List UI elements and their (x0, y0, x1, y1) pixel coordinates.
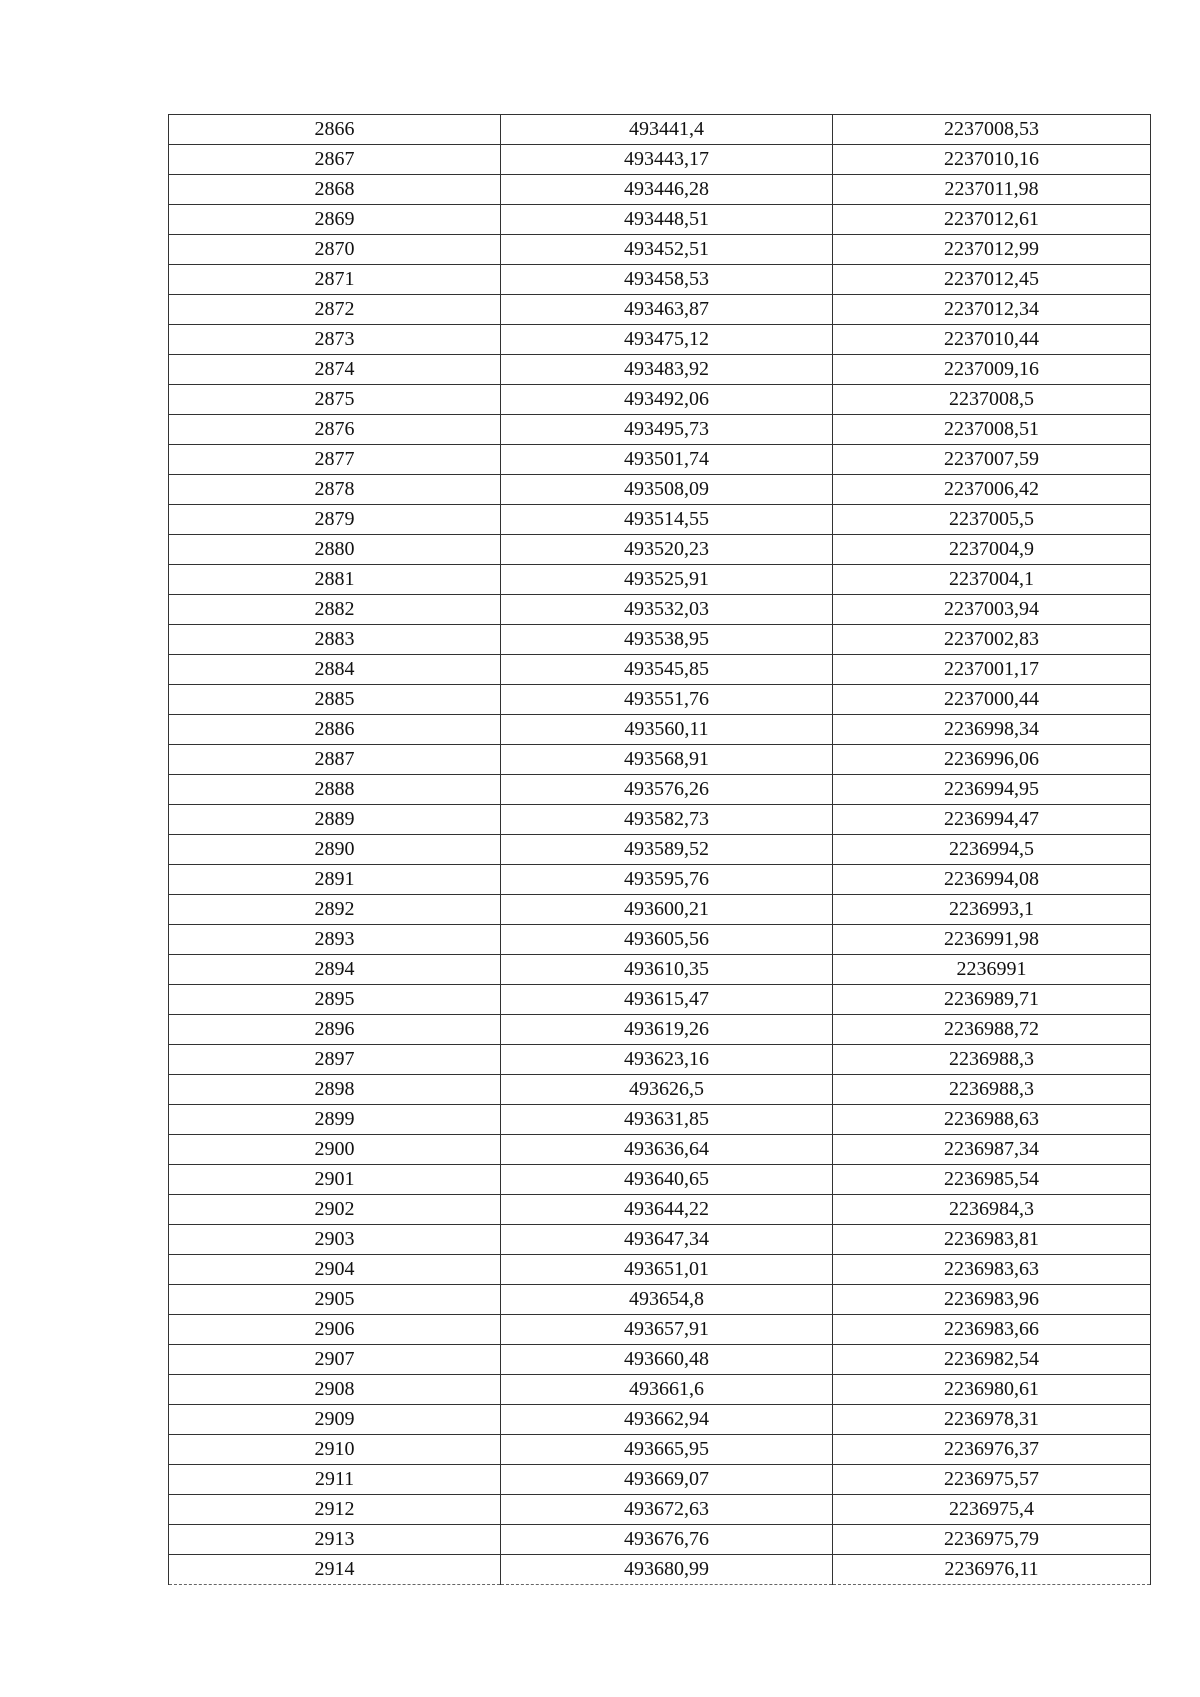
point-number-cell: 2906 (169, 1315, 501, 1345)
y-coordinate-cell: 2236985,54 (833, 1165, 1151, 1195)
x-coordinate-cell: 493660,48 (501, 1345, 833, 1375)
point-number-cell: 2910 (169, 1435, 501, 1465)
table-row (169, 265, 1151, 295)
x-coordinate-cell: 493640,65 (501, 1165, 833, 1195)
x-coordinate-cell: 493448,51 (501, 205, 833, 235)
x-coordinate-cell: 493662,94 (501, 1405, 833, 1435)
point-number-cell: 2876 (169, 415, 501, 445)
x-coordinate-cell: 493463,87 (501, 295, 833, 325)
y-coordinate-cell: 2236996,06 (833, 745, 1151, 775)
table-row (169, 865, 1151, 895)
y-coordinate-cell: 2236994,08 (833, 865, 1151, 895)
x-coordinate-cell: 493551,76 (501, 685, 833, 715)
table-row (169, 1345, 1151, 1375)
table-row (169, 145, 1151, 175)
x-coordinate-cell: 493661,6 (501, 1375, 833, 1405)
x-coordinate-cell: 493568,91 (501, 745, 833, 775)
x-coordinate-cell: 493443,17 (501, 145, 833, 175)
x-coordinate-cell: 493680,99 (501, 1555, 833, 1585)
table-row (169, 985, 1151, 1015)
point-number-cell: 2896 (169, 1015, 501, 1045)
y-coordinate-cell: 2237008,5 (833, 385, 1151, 415)
y-coordinate-cell: 2236994,95 (833, 775, 1151, 805)
x-coordinate-cell: 493626,5 (501, 1075, 833, 1105)
table-row (169, 1285, 1151, 1315)
x-coordinate-cell: 493631,85 (501, 1105, 833, 1135)
coordinates-table (168, 114, 1151, 1585)
point-number-cell: 2905 (169, 1285, 501, 1315)
y-coordinate-cell: 2237003,94 (833, 595, 1151, 625)
x-coordinate-cell: 493508,09 (501, 475, 833, 505)
point-number-cell: 2882 (169, 595, 501, 625)
point-number-cell: 2878 (169, 475, 501, 505)
table-row (169, 685, 1151, 715)
x-coordinate-cell: 493483,92 (501, 355, 833, 385)
y-coordinate-cell: 2237005,5 (833, 505, 1151, 535)
table-row (169, 655, 1151, 685)
point-number-cell: 2887 (169, 745, 501, 775)
point-number-cell: 2870 (169, 235, 501, 265)
y-coordinate-cell: 2237006,42 (833, 475, 1151, 505)
table-row (169, 175, 1151, 205)
y-coordinate-cell: 2236988,3 (833, 1045, 1151, 1075)
y-coordinate-cell: 2236983,63 (833, 1255, 1151, 1285)
x-coordinate-cell: 493600,21 (501, 895, 833, 925)
table-row (169, 1045, 1151, 1075)
x-coordinate-cell: 493582,73 (501, 805, 833, 835)
table-row (169, 505, 1151, 535)
x-coordinate-cell: 493576,26 (501, 775, 833, 805)
x-coordinate-cell: 493560,11 (501, 715, 833, 745)
y-coordinate-cell: 2236987,34 (833, 1135, 1151, 1165)
point-number-cell: 2913 (169, 1525, 501, 1555)
x-coordinate-cell: 493501,74 (501, 445, 833, 475)
point-number-cell: 2890 (169, 835, 501, 865)
y-coordinate-cell: 2236993,1 (833, 895, 1151, 925)
y-coordinate-cell: 2237012,99 (833, 235, 1151, 265)
table-row (169, 385, 1151, 415)
point-number-cell: 2901 (169, 1165, 501, 1195)
point-number-cell: 2904 (169, 1255, 501, 1285)
y-coordinate-cell: 2237012,61 (833, 205, 1151, 235)
x-coordinate-cell: 493644,22 (501, 1195, 833, 1225)
y-coordinate-cell: 2236991 (833, 955, 1151, 985)
y-coordinate-cell: 2236984,3 (833, 1195, 1151, 1225)
point-number-cell: 2866 (169, 115, 501, 145)
point-number-cell: 2892 (169, 895, 501, 925)
x-coordinate-cell: 493525,91 (501, 565, 833, 595)
x-coordinate-cell: 493619,26 (501, 1015, 833, 1045)
point-number-cell: 2881 (169, 565, 501, 595)
table-row (169, 1225, 1151, 1255)
point-number-cell: 2897 (169, 1045, 501, 1075)
table-row (169, 1495, 1151, 1525)
y-coordinate-cell: 2237000,44 (833, 685, 1151, 715)
table-row (169, 565, 1151, 595)
table-row (169, 205, 1151, 235)
x-coordinate-cell: 493514,55 (501, 505, 833, 535)
x-coordinate-cell: 493475,12 (501, 325, 833, 355)
x-coordinate-cell: 493623,16 (501, 1045, 833, 1075)
point-number-cell: 2873 (169, 325, 501, 355)
y-coordinate-cell: 2236976,37 (833, 1435, 1151, 1465)
table-row (169, 1435, 1151, 1465)
table-row (169, 1255, 1151, 1285)
table-row (169, 355, 1151, 385)
y-coordinate-cell: 2236983,66 (833, 1315, 1151, 1345)
table-row (169, 955, 1151, 985)
table-row (169, 1465, 1151, 1495)
coordinates-table-body (169, 115, 1151, 1585)
x-coordinate-cell: 493672,63 (501, 1495, 833, 1525)
y-coordinate-cell: 2237008,51 (833, 415, 1151, 445)
table-row (169, 1135, 1151, 1165)
point-number-cell: 2889 (169, 805, 501, 835)
y-coordinate-cell: 2236991,98 (833, 925, 1151, 955)
x-coordinate-cell: 493532,03 (501, 595, 833, 625)
y-coordinate-cell: 2236975,57 (833, 1465, 1151, 1495)
x-coordinate-cell: 493669,07 (501, 1465, 833, 1495)
point-number-cell: 2911 (169, 1465, 501, 1495)
table-row (169, 625, 1151, 655)
point-number-cell: 2900 (169, 1135, 501, 1165)
point-number-cell: 2872 (169, 295, 501, 325)
point-number-cell: 2868 (169, 175, 501, 205)
table-row (169, 1075, 1151, 1105)
x-coordinate-cell: 493654,8 (501, 1285, 833, 1315)
table-row (169, 775, 1151, 805)
x-coordinate-cell: 493538,95 (501, 625, 833, 655)
table-row (169, 1375, 1151, 1405)
table-row (169, 1555, 1151, 1585)
x-coordinate-cell: 493605,56 (501, 925, 833, 955)
point-number-cell: 2894 (169, 955, 501, 985)
y-coordinate-cell: 2236983,96 (833, 1285, 1151, 1315)
y-coordinate-cell: 2237004,9 (833, 535, 1151, 565)
table-row (169, 1195, 1151, 1225)
y-coordinate-cell: 2237002,83 (833, 625, 1151, 655)
y-coordinate-cell: 2237007,59 (833, 445, 1151, 475)
table-row (169, 1165, 1151, 1195)
point-number-cell: 2908 (169, 1375, 501, 1405)
point-number-cell: 2893 (169, 925, 501, 955)
x-coordinate-cell: 493647,34 (501, 1225, 833, 1255)
x-coordinate-cell: 493520,23 (501, 535, 833, 565)
y-coordinate-cell: 2237012,34 (833, 295, 1151, 325)
x-coordinate-cell: 493615,47 (501, 985, 833, 1015)
table-row (169, 1315, 1151, 1345)
point-number-cell: 2891 (169, 865, 501, 895)
x-coordinate-cell: 493657,91 (501, 1315, 833, 1345)
point-number-cell: 2902 (169, 1195, 501, 1225)
point-number-cell: 2884 (169, 655, 501, 685)
point-number-cell: 2883 (169, 625, 501, 655)
y-coordinate-cell: 2236988,3 (833, 1075, 1151, 1105)
y-coordinate-cell: 2236982,54 (833, 1345, 1151, 1375)
point-number-cell: 2880 (169, 535, 501, 565)
x-coordinate-cell: 493545,85 (501, 655, 833, 685)
x-coordinate-cell: 493452,51 (501, 235, 833, 265)
point-number-cell: 2895 (169, 985, 501, 1015)
point-number-cell: 2867 (169, 145, 501, 175)
table-row (169, 1405, 1151, 1435)
y-coordinate-cell: 2236988,63 (833, 1105, 1151, 1135)
x-coordinate-cell: 493610,35 (501, 955, 833, 985)
point-number-cell: 2886 (169, 715, 501, 745)
y-coordinate-cell: 2236975,4 (833, 1495, 1151, 1525)
table-row (169, 415, 1151, 445)
x-coordinate-cell: 493441,4 (501, 115, 833, 145)
x-coordinate-cell: 493636,64 (501, 1135, 833, 1165)
point-number-cell: 2874 (169, 355, 501, 385)
table-row (169, 745, 1151, 775)
table-row (169, 805, 1151, 835)
table-row (169, 835, 1151, 865)
y-coordinate-cell: 2236975,79 (833, 1525, 1151, 1555)
y-coordinate-cell: 2237012,45 (833, 265, 1151, 295)
table-row (169, 535, 1151, 565)
y-coordinate-cell: 2236976,11 (833, 1555, 1151, 1585)
table-row (169, 295, 1151, 325)
y-coordinate-cell: 2237004,1 (833, 565, 1151, 595)
table-row (169, 595, 1151, 625)
table-row (169, 325, 1151, 355)
table-row (169, 235, 1151, 265)
y-coordinate-cell: 2236978,31 (833, 1405, 1151, 1435)
y-coordinate-cell: 2237011,98 (833, 175, 1151, 205)
x-coordinate-cell: 493676,76 (501, 1525, 833, 1555)
x-coordinate-cell: 493651,01 (501, 1255, 833, 1285)
table-row (169, 1015, 1151, 1045)
point-number-cell: 2871 (169, 265, 501, 295)
y-coordinate-cell: 2236983,81 (833, 1225, 1151, 1255)
point-number-cell: 2888 (169, 775, 501, 805)
point-number-cell: 2877 (169, 445, 501, 475)
point-number-cell: 2909 (169, 1405, 501, 1435)
y-coordinate-cell: 2236989,71 (833, 985, 1151, 1015)
point-number-cell: 2903 (169, 1225, 501, 1255)
point-number-cell: 2899 (169, 1105, 501, 1135)
point-number-cell: 2879 (169, 505, 501, 535)
point-number-cell: 2875 (169, 385, 501, 415)
table-row (169, 925, 1151, 955)
y-coordinate-cell: 2237010,44 (833, 325, 1151, 355)
point-number-cell: 2869 (169, 205, 501, 235)
point-number-cell: 2907 (169, 1345, 501, 1375)
x-coordinate-cell: 493589,52 (501, 835, 833, 865)
point-number-cell: 2912 (169, 1495, 501, 1525)
table-row (169, 115, 1151, 145)
point-number-cell: 2914 (169, 1555, 501, 1585)
table-row (169, 895, 1151, 925)
x-coordinate-cell: 493446,28 (501, 175, 833, 205)
y-coordinate-cell: 2236998,34 (833, 715, 1151, 745)
y-coordinate-cell: 2236980,61 (833, 1375, 1151, 1405)
x-coordinate-cell: 493492,06 (501, 385, 833, 415)
table-row (169, 715, 1151, 745)
table-row (169, 475, 1151, 505)
y-coordinate-cell: 2237010,16 (833, 145, 1151, 175)
y-coordinate-cell: 2236994,47 (833, 805, 1151, 835)
x-coordinate-cell: 493595,76 (501, 865, 833, 895)
x-coordinate-cell: 493458,53 (501, 265, 833, 295)
y-coordinate-cell: 2236988,72 (833, 1015, 1151, 1045)
table-row (169, 445, 1151, 475)
x-coordinate-cell: 493665,95 (501, 1435, 833, 1465)
y-coordinate-cell: 2237008,53 (833, 115, 1151, 145)
point-number-cell: 2885 (169, 685, 501, 715)
y-coordinate-cell: 2237009,16 (833, 355, 1151, 385)
point-number-cell: 2898 (169, 1075, 501, 1105)
table-row (169, 1105, 1151, 1135)
y-coordinate-cell: 2236994,5 (833, 835, 1151, 865)
table-row (169, 1525, 1151, 1555)
y-coordinate-cell: 2237001,17 (833, 655, 1151, 685)
x-coordinate-cell: 493495,73 (501, 415, 833, 445)
